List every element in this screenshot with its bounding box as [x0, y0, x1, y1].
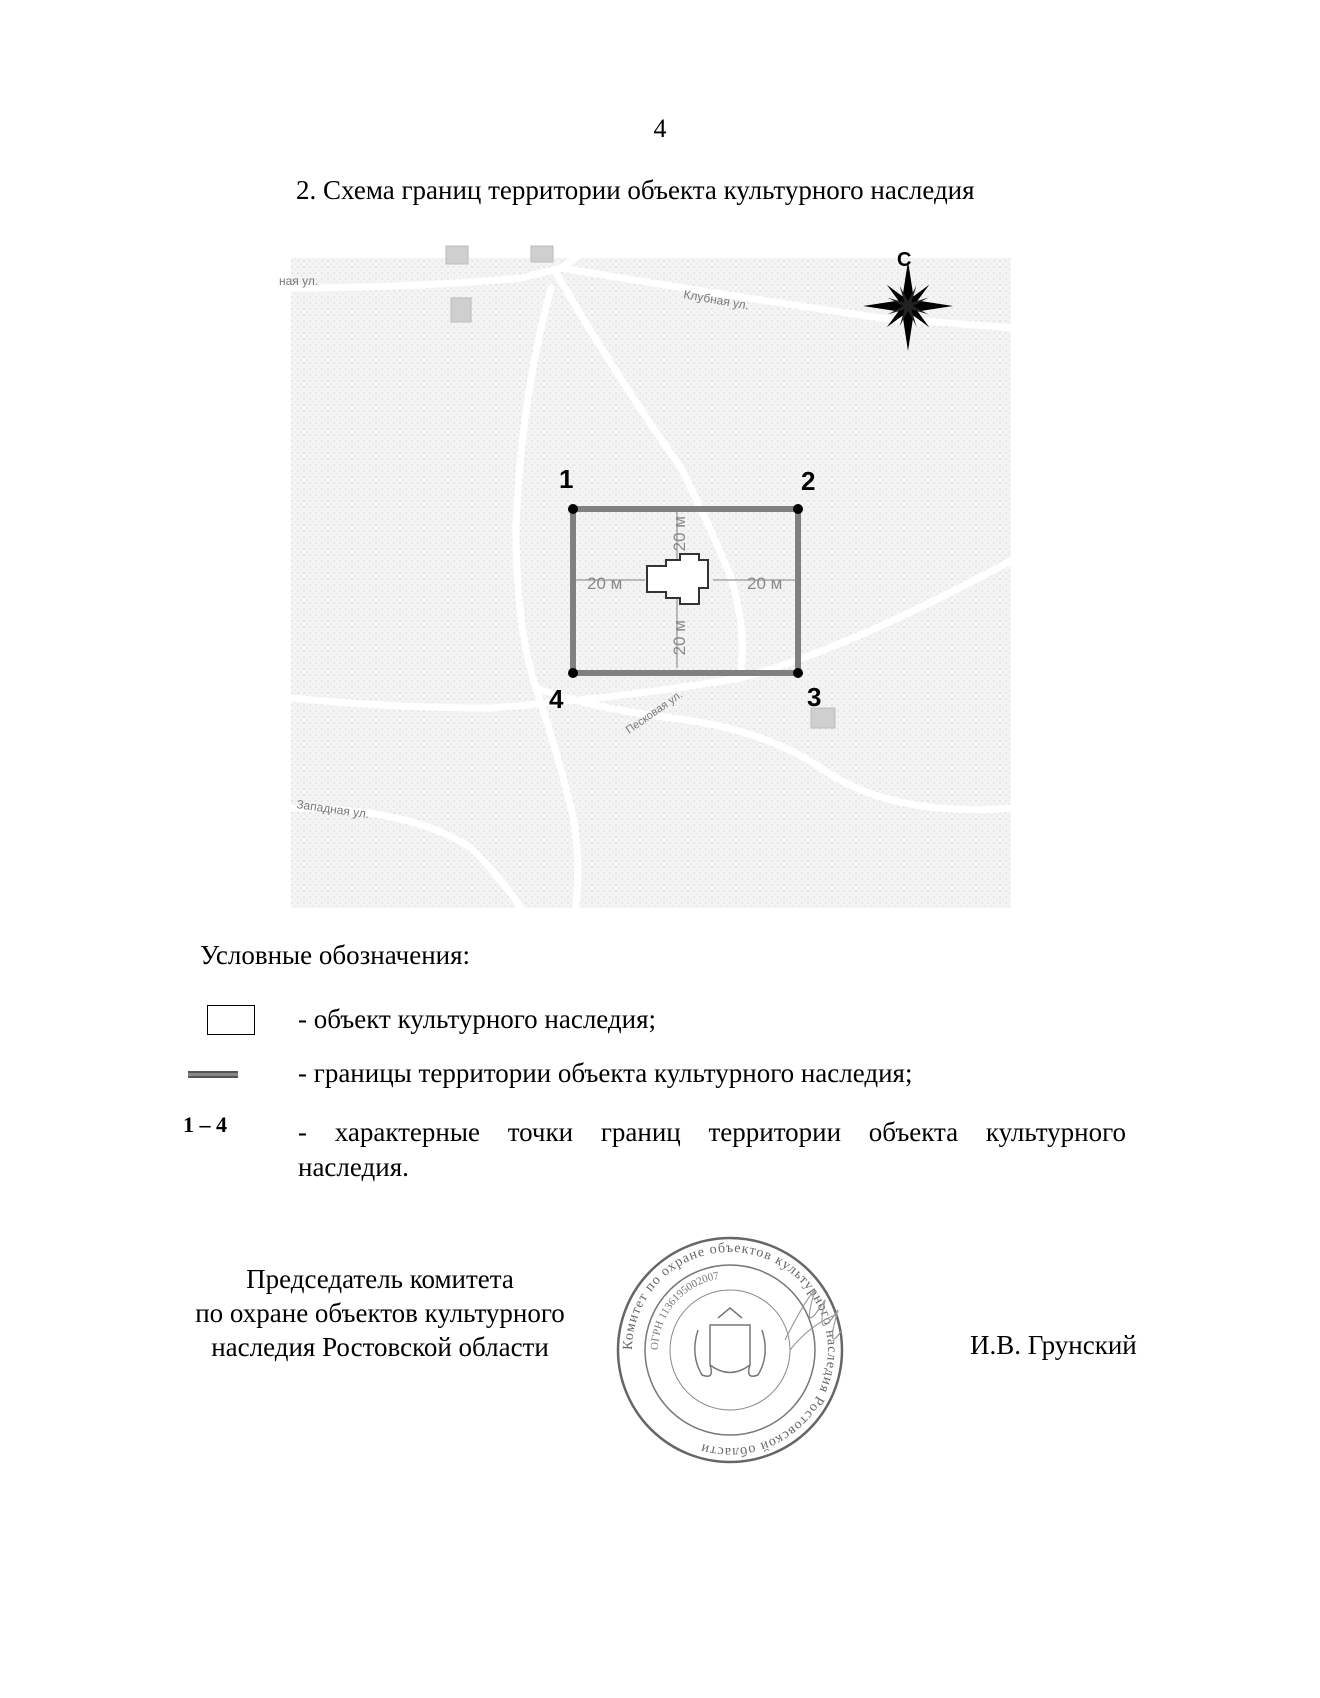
coat-of-arms-icon — [695, 1308, 765, 1376]
boundary-symbol — [188, 1071, 238, 1078]
distance-label: 20 м — [747, 574, 783, 593]
page-number: 4 — [653, 114, 667, 143]
signatory-line: по охране объектов культурного — [195, 1298, 565, 1328]
point-label: 3 — [807, 682, 822, 712]
boundary-point — [568, 504, 578, 514]
boundary-point — [568, 668, 578, 678]
signatory-title — [175, 1262, 585, 1364]
point-label: 4 — [549, 684, 564, 714]
points-symbol: 1 – 4 — [183, 1112, 227, 1137]
legend-points-text-cont: наследия. — [298, 1152, 409, 1182]
distance-label: 20 м — [670, 620, 689, 656]
point-label: 2 — [801, 466, 816, 496]
signatory-line: наследия Ростовской области — [211, 1332, 549, 1362]
legend-points-text: - характерные точки границ территории объекта культурного — [298, 1117, 1126, 1147]
scheme-title: 2. Схема границ территории объекта культурного наследия — [296, 175, 975, 205]
point-label: 1 — [559, 464, 574, 494]
signatory-name: И.В. Грунский — [970, 1330, 1137, 1360]
svg-text:Комитет по охране объектов кул — [621, 1241, 839, 1459]
official-seal — [610, 1230, 850, 1470]
legend-boundary-text: - границы территории объекта культурного наследия; — [298, 1058, 913, 1088]
object-symbol — [207, 1005, 255, 1035]
compass-letter: С — [897, 249, 912, 271]
seal-outer-text: Комитет по охране объектов культурного наследия Ростовской области — [620, 1240, 840, 1460]
distance-label: 20 м — [587, 574, 623, 593]
street-label: Песковая ул. — [623, 688, 685, 737]
street-label: Западная ул. — [295, 797, 371, 822]
legend-object-text: - объект культурного наследия; — [298, 1004, 657, 1034]
boundary-point — [793, 668, 803, 678]
legend-heading: Условные обозначения: — [200, 940, 471, 970]
distance-label: 20 м — [670, 516, 689, 552]
boundary-scheme-map — [279, 248, 1016, 908]
street-label: ная ул. — [279, 274, 319, 288]
boundary-point — [793, 504, 803, 514]
street-label: Клубная ул. — [682, 287, 751, 313]
signatory-line: Председатель комитета — [246, 1264, 514, 1294]
seal-inner-text: ОГРН 1136195002007 — [648, 1269, 720, 1351]
